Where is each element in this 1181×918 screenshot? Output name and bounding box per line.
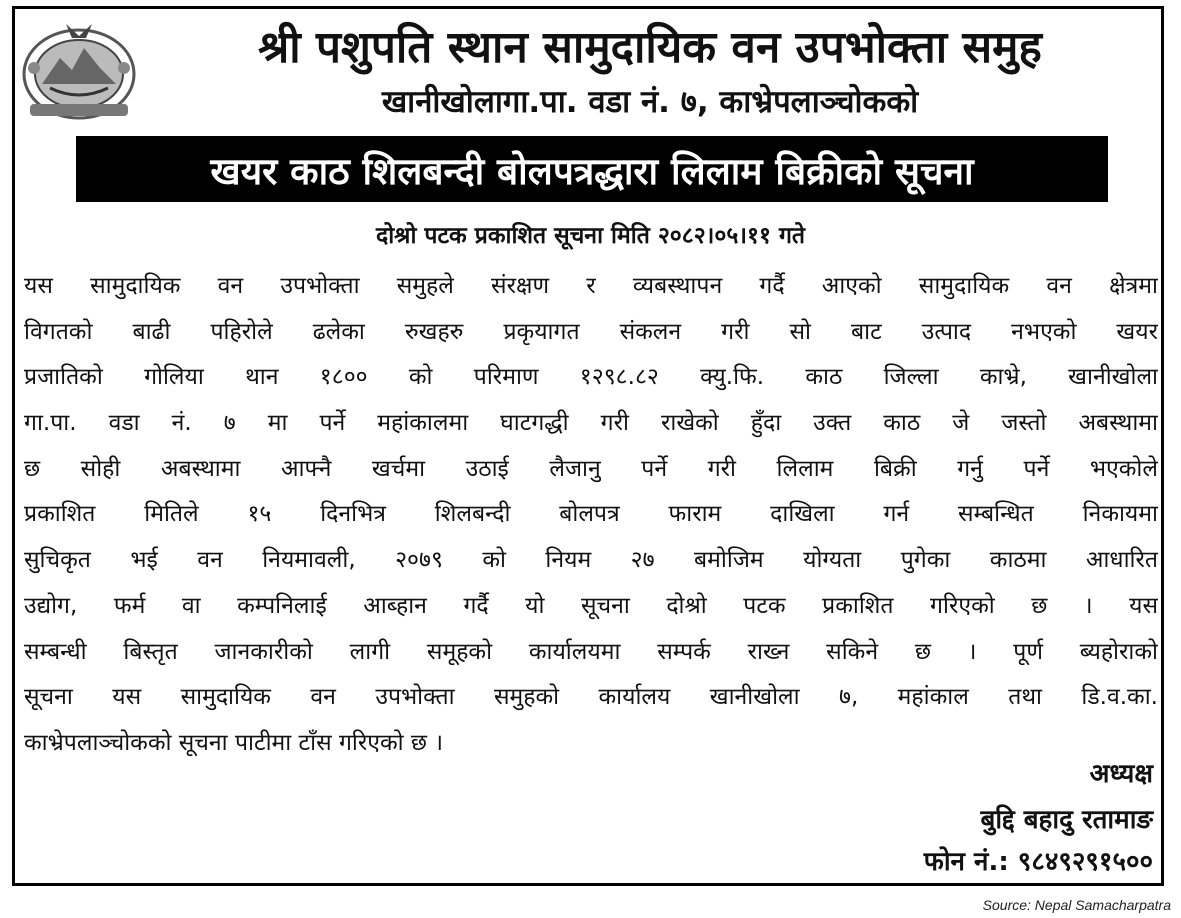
body-line: छ सोही अबस्थामा आफ्नै खर्चमा उठाई लैजानु पर्ने गरी लिलाम बिक्री गर्नु पर्ने भएकोले	[24, 455, 1158, 482]
body-line: काभ्रेपलाञ्चोकको सूचना पाटीमा टाँस गरिएको छ ।	[24, 729, 444, 756]
signatory-name: बुद्दि बहादु रतामाङ	[980, 805, 1153, 835]
source-credit: Source: Nepal Samacharpatra	[982, 897, 1171, 913]
nepal-government-emblem-icon	[20, 18, 138, 122]
publication-date-line: दोश्रो पटक प्रकाशित सूचना मिति २०८२।०५।११ गते	[375, 223, 806, 249]
body-line: सम्बन्धी बिस्तृत जानकारीको लागी समूहको कार्यालयमा सम्पर्क राख्न सकिने छ । पूर्ण ब्यहोराको	[24, 638, 1158, 665]
body-line: गा.पा. वडा नं. ७ मा पर्ने महांकालमा घाटगद्धी गरी राखेको हुँदा उक्त काठ जे जस्तो अबस्थामा	[24, 410, 1158, 437]
organization-title: श्री पशुपति स्थान सामुदायिक वन उपभोक्ता समुह	[258, 22, 1042, 73]
body-line: उद्योग, फर्म वा कम्पनिलाई आब्हान गर्दै यो सूचना दोश्रो पटक प्रकाशित गरिएको छ । यस	[24, 592, 1158, 619]
organization-address: खानीखोलागा.पा. वडा नं. ७, काभ्रेपलाञ्चोकको	[381, 84, 919, 120]
signatory-phone: फोन नं.: ९८४९२९१५००	[923, 847, 1153, 877]
body-line: सूचना यस सामुदायिक वन उपभोक्ता समुहको कार्यालय खानीखोला ७, महांकाल तथा डि.व.का.	[24, 684, 1158, 711]
notice-banner	[76, 136, 1108, 202]
body-line: सुचिकृत भई वन नियमावली, २०७९ को नियम २७ बमोजिम योग्यता पुगेका काठमा आधारित	[24, 547, 1158, 574]
notice-body	[24, 264, 1158, 767]
notice-banner-text: खयर काठ शिलबन्दी बोलपत्रद्धारा लिलाम बिक्रीको सूचना	[210, 149, 974, 193]
body-line: विगतको बाढी पहिरोले ढलेका रुखहरु प्रकृयागत संकलन गरी सो बाट उत्पाद नभएको खयर	[24, 318, 1158, 345]
body-line: यस सामुदायिक वन उपभोक्ता समुहले संरक्षण र व्यबस्थापन गर्दै आएको सामुदायिक वन क्षेत्रमा	[24, 273, 1158, 299]
body-line: प्रजातिको गोलिया थान १८०० को परिमाण १२९८.८२ क्यु.फि. काठ जिल्ला काभ्रे, खानीखोला	[24, 364, 1158, 391]
signatory-title: अध्यक्ष	[1089, 759, 1153, 789]
body-line: प्रकाशित मितिले १५ दिनभित्र शिलबन्दी बोलपत्र फाराम दाखिला गर्न सम्बन्धित निकायमा	[24, 501, 1158, 528]
